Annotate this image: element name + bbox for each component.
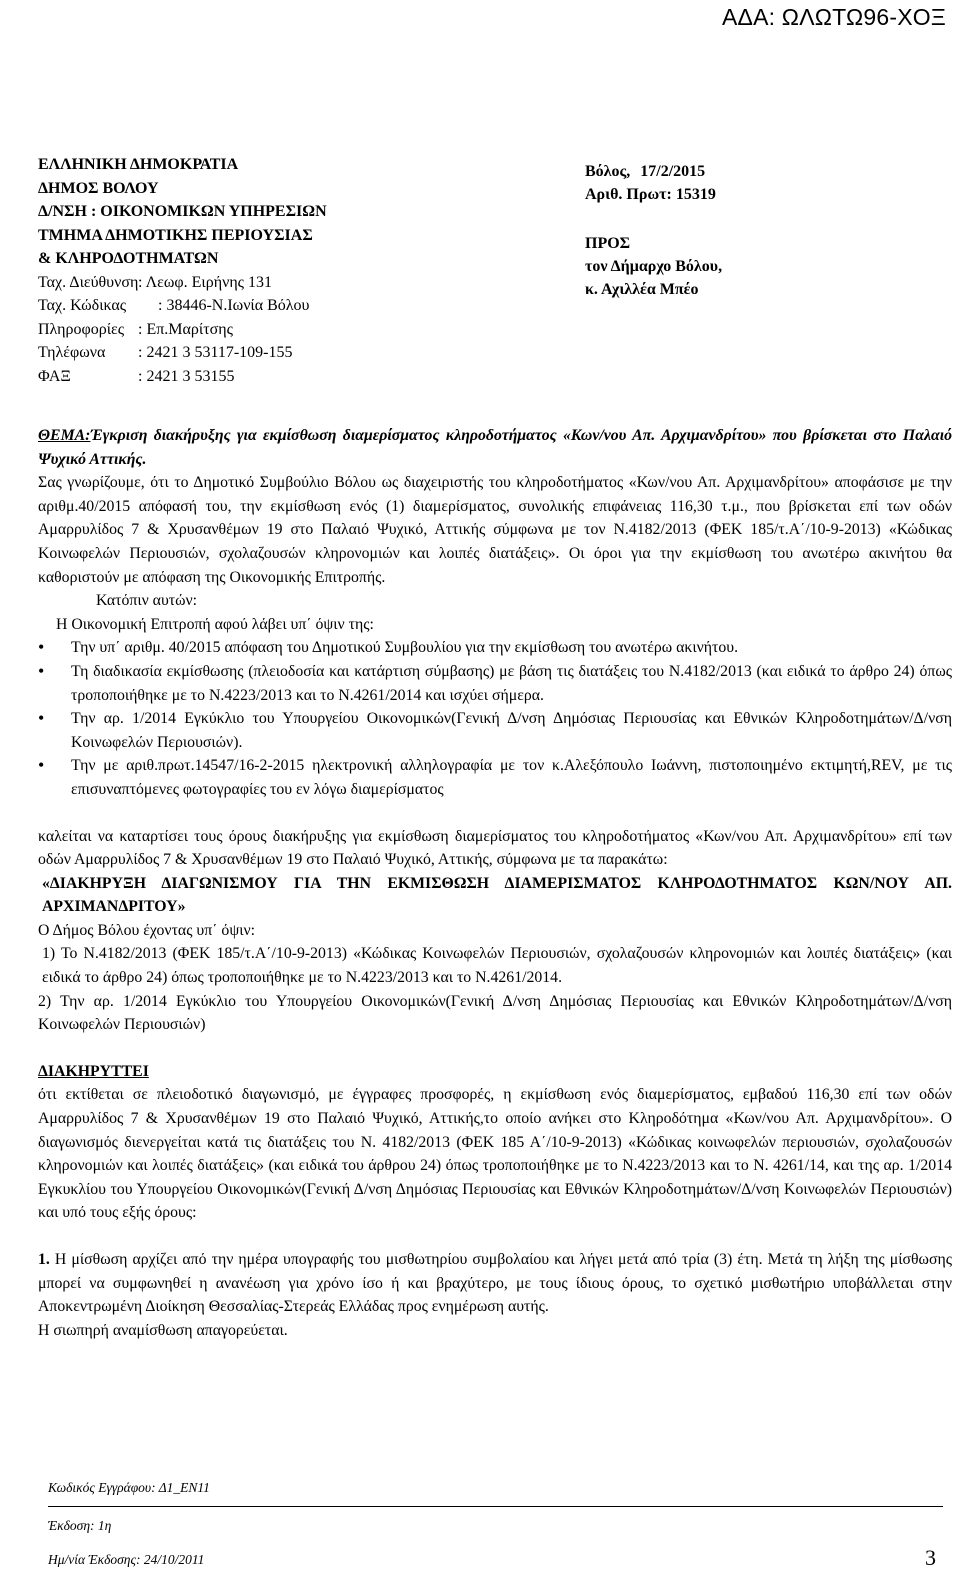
- address-value: : 38446-Ν.Ιωνία Βόλου: [138, 297, 310, 314]
- address-key: Πληροφορίες: [38, 320, 125, 338]
- document-code: Κωδικός Εγγράφου: Δ1_ΕΝ11: [48, 1480, 210, 1495]
- address-key: Ταχ. Διεύθυνση: [38, 273, 139, 291]
- address-row: [38, 341, 508, 365]
- address-key: Ταχ. Κώδικας: [38, 297, 127, 314]
- sender-line: & ΚΛΗΡΟΔΟΤΗΜΑΤΩΝ: [38, 250, 219, 267]
- document-body: [38, 424, 952, 1342]
- sender-block: [38, 153, 508, 388]
- address-value: : 2421 3 53155: [138, 367, 235, 385]
- consideration-2: 2) Την αρ. 1/2014 Εγκύκλιο του Υπουργείου Οικονομικών(Γενική Δ/νση Δημόσιας Περιουσίας και Εθνικών Κληροδοτημάτων/Δ/νση Κοινωφελών Περιουσιών): [38, 992, 952, 1034]
- ada-code: ΑΔΑ: ΩΛΩΤΩ96-ΧΟΞ: [721, 4, 946, 30]
- sender-line: ΕΛΛΗΝΙΚΗ ΔΗΜΟΚΡΑΤΙΑ: [38, 156, 239, 173]
- recipient-block: [585, 160, 915, 301]
- invite-paragraph: καλείται να καταρτίσει τους όρους διακήρυξης για εκμίσθωση διαμερίσματος του κληροδοτήματος «Κων/νου Απ. Αρχιμανδρίτου» επί των οδών Αμαρρυλίδος 7 & Χρυσανθέμων 19 στο Παλαιό Ψυχικό, Αττικής, σύμφωνα με τα παρακάτω:: [38, 827, 952, 869]
- address-value: : Λεωφ. Ειρήνης 131: [138, 273, 273, 291]
- edition-date: Ημ/νία Έκδοσης: 24/10/2011: [48, 1552, 205, 1567]
- sender-line: ΔΗΜΟΣ ΒΟΛΟΥ: [38, 179, 159, 197]
- sender-line: Δ/ΝΣΗ : ΟΙΚΟΝΟΜΙΚΩΝ ΥΠΗΡΕΣΙΩΝ: [38, 203, 327, 220]
- intro-paragraph: Σας γνωρίζουμε, ότι το Δημοτικό Συμβούλιο Βόλου ως διαχειριστής του κληροδοτήματος «Κων/νου Απ. Αρχιμανδρίτου» αποφάσισε με την αριθμ.40/2015 απόφασή του, την εκμίσθωση ενός (1) διαμερίσματος, συνολικής επιφάνειας 116,30 τ.μ., που βρίσκεται επί των οδών Αμαρρυλίδος 7 & Χρυσανθέμων 19 στο Παλαιό Ψυχικό, Αττικής σύμφωνα με τον Ν.4182/2013 (ΦΕΚ 185/τ.Α΄/10-9-2013) «Κώδικας Κοινωφελών Περιουσιών, σχολαζουσών κληρονομιών και λοιπές διατάξεις». Οι όροι για την εκμίσθωση του ανωτέρω ακινήτου θα καθοριστούν με απόφαση της Οικονομικής Επιτροπής.: [38, 474, 952, 586]
- then-line: Κατόπιν αυτών:: [96, 592, 198, 610]
- address-value: : Επ.Μαρίτσης: [138, 320, 233, 338]
- term-1-extra: Η σιωπηρή αναμίσθωση απαγορεύεται.: [38, 1321, 288, 1339]
- address-row: [38, 271, 508, 295]
- term-number: 1.: [38, 1251, 50, 1268]
- address-key: ΦΑΞ: [38, 367, 71, 385]
- address-row: [38, 318, 508, 342]
- announcement-heading: «ΔΙΑΚΗΡΥΞΗ ΔΙΑΓΩΝΙΣΜΟΥ ΓΙΑ ΤΗΝ ΕΚΜΙΣΘΩΣΗ ΔΙΑΜΕΡΙΣΜΑΤΟΣ ΚΛΗΡΟΔΟΤΗΜΑΤΟΣ ΚΩΝ/ΝΟΥ ΑΠ. ΑΡΧΙΜΑΝΔΡΙΤΟΥ»: [42, 874, 952, 916]
- subject-text: Έγκριση διακήρυξης για εκμίσθωση διαμερίσματος κληροδοτήματος «Κων/νου Απ. Αρχιμανδρίτου» που βρίσκεται στο Παλαιό Ψυχικό Αττικής.: [38, 427, 952, 468]
- footer-rule: [48, 1506, 943, 1507]
- address-row: [38, 365, 508, 389]
- recipient-to: ΠΡΟΣ: [585, 235, 631, 252]
- subject-label: ΘΕΜΑ:: [38, 427, 91, 444]
- recipient-person: κ. Αχιλλέα Μπέο: [585, 281, 699, 298]
- list-item: • Τη διαδικασία εκμίσθωσης (πλειοδοσία και κατάρτιση σύμβασης) με βάση τις διατάξεις του Ν.4182/2013 (και ειδικά το άρθρο 24) όπως τροποποιήθηκε με το Ν.4223/2013 και το Ν.4261/2014 και ισχύει σήμερα.: [38, 660, 952, 707]
- sender-line: ΤΜΗΜΑ ΔΗΜΟΤΙΚΗΣ ΠΕΡΙΟΥΣΙΑΣ: [38, 226, 313, 244]
- list-item: • Την αρ. 1/2014 Εγκύκλιο του Υπουργείου Οικονομικών(Γενική Δ/νση Δημόσιας Περιουσίας και Εθνικών Κληροδοτημάτων/Δ/νση Κοινωφελών Περιουσιών).: [38, 707, 952, 754]
- term-1: [38, 1248, 952, 1319]
- term-text: Η μίσθωση αρχίζει από την ημέρα υπογραφής του μισθωτηρίου συμβολαίου και λήγει μετά από τρία (3) έτη. Μετά τη λήξη της μίσθωσης μπορεί να συμφωνηθεί η ανανέωση για χρόνο ίσο ή και βραχύτερο, με τους ίδιους όρους, το σχετικό μισθωτήριο υποβάλλεται στην Αποκεντρωμένη Διοίκηση Θεσσαλίας-Στερεάς Ελλάδας προς ενημέρωση αυτής.: [38, 1251, 952, 1316]
- declares-heading: ΔΙΑΚΗΡΥΤΤΕΙ: [38, 1062, 149, 1080]
- address-key: Τηλέφωνα: [38, 344, 106, 361]
- date: 17/2/2015: [640, 163, 706, 180]
- municipality-line: Ο Δήμος Βόλου έχοντας υπ΄ όψιν:: [38, 921, 255, 939]
- address-value: : 2421 3 53117-109-155: [138, 344, 293, 361]
- list-item: • Την υπ΄ αριθμ. 40/2015 απόφαση του Δημοτικού Συμβουλίου για την εκμίσθωση του ανωτέρω ακινήτου.: [38, 636, 952, 660]
- edition: Έκδοση: 1η: [48, 1518, 112, 1533]
- address-row: [38, 294, 508, 318]
- date-row: [585, 160, 915, 183]
- consideration-1: 1) Το Ν.4182/2013 (ΦΕΚ 185/τ.Α΄/10-9-2013) «Κώδικας Κοινωφελών Περιουσιών, σχολαζουσών κληρονομιών και λοιπές διατάξεις» (και ειδικά το άρθρο 24) όπως τροποποιήθηκε με το Ν.4223/2013 και το Ν.4261/2014.: [42, 945, 952, 987]
- declares-paragraph: ότι εκτίθεται σε πλειοδοτικό διαγωνισμό, με έγγραφες προσφορές, η εκμίσθωση ενός διαμερίσματος, εμβαδού 116,30 επί των οδών Αμαρρυλίδος 7 & Χρυσανθέμων 19 στο Παλαιό Ψυχικό, Αττικής,το οποίο ανήκει στο Κληροδότημα «Κων/νου Απ. Αρχιμανδρίτου». Ο διαγωνισμός διενεργείται κατά τις διατάξεις του Ν. 4182/2013 (ΦΕΚ 185 Α΄/10-9-2013) «Κώδικας κοινωφελών περιουσιών, σχολαζουσών κληρονομιών και λοιπές διατάξεις» (και ειδικά του άρθρου 24) όπως τροποποιήθηκε με το Ν.4223/2013 και το Ν. 4261/14, και της αρ. 1/2014 Εγκυκλίου του Υπουργείου Οικονομικών(Γενική Δ/νση Δημόσιας Περιουσίας και Εθνικών Κληροδοτημάτων/Δ/νση Κοινωφελών Περιουσιών) και υπό τους εξής όρους:: [38, 1086, 952, 1222]
- considerations-list: [38, 636, 952, 801]
- subject: [38, 424, 952, 471]
- place: Βόλος,: [585, 163, 631, 180]
- protocol-number: Αριθ. Πρωτ: 15319: [585, 186, 716, 203]
- recipient-name: τον Δήμαρχο Βόλου,: [585, 258, 723, 275]
- list-item: • Την με αριθ.πρωτ.14547/16-2-2015 ηλεκτρονική αλληλογραφία με τον κ.Αλεξόπουλο Ιωάννη, πιστοποιημένο εκτιμητή,REV, με τις επισυναπτόμενες φωτογραφίες του εν λόγω διαμερίσματος: [38, 754, 952, 801]
- committee-line: Η Οικονομική Επιτροπή αφού λάβει υπ΄ όψιν της:: [56, 615, 374, 633]
- page-number: 3: [925, 1545, 936, 1570]
